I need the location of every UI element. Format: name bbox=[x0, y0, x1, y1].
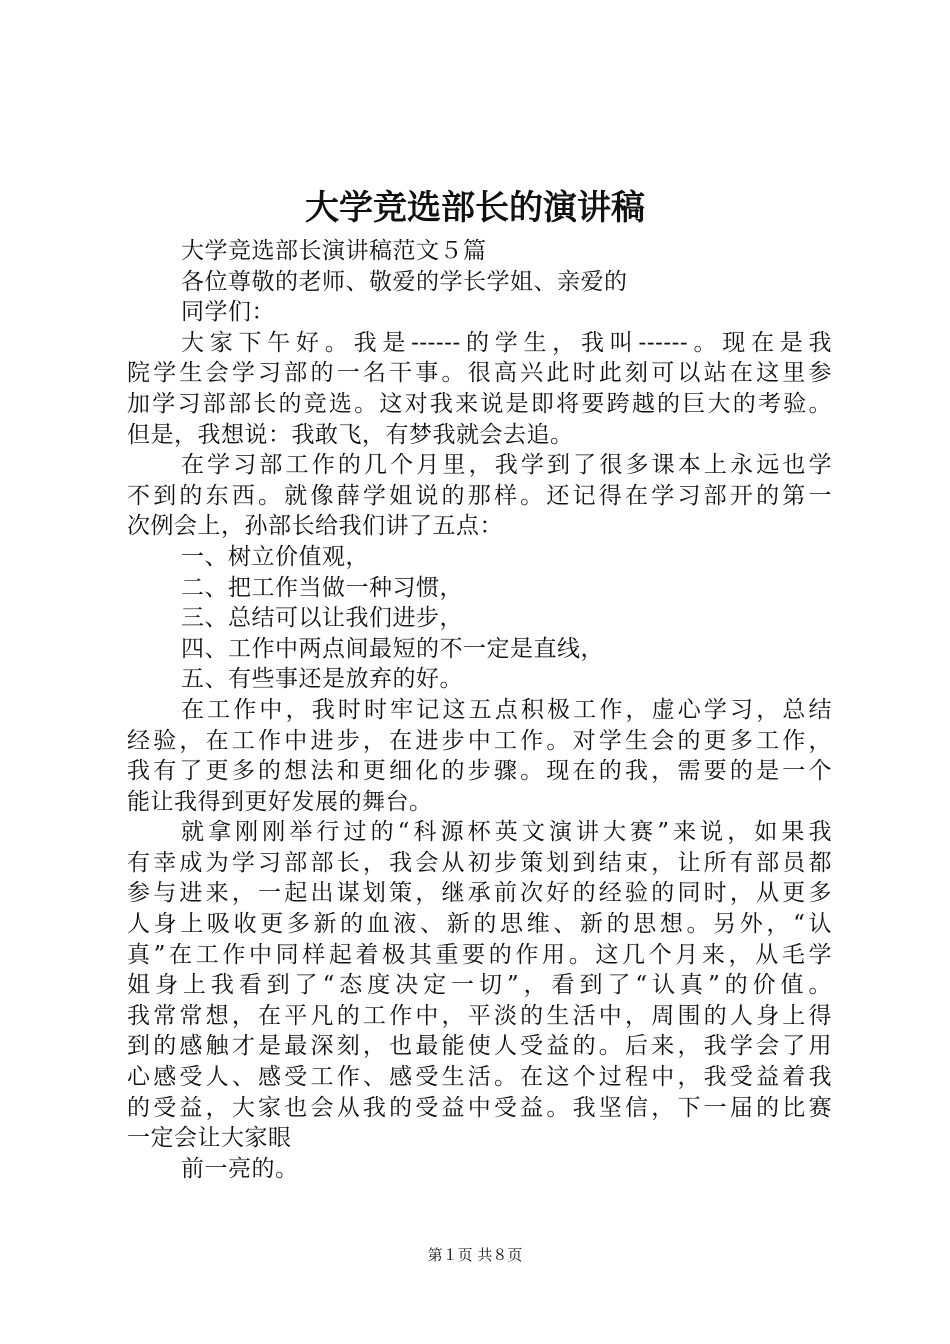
text-line: 我常常想，在平凡的工作中，平淡的生活中，周围的人身上得 bbox=[127, 1002, 832, 1029]
text-line: 大学竞选部长演讲稿范文５篇 bbox=[181, 238, 487, 264]
text-line: 三、总结可以让我们进步， bbox=[181, 605, 463, 632]
text-line: 同学们： bbox=[181, 299, 275, 326]
page-footer: 第１页 共８页 bbox=[427, 1246, 523, 1264]
text-line: 经验，在工作中进步，在进步中工作。对学生会的更多工作， bbox=[127, 727, 832, 754]
text-line: 五、有些事还是放弃的好。 bbox=[181, 666, 463, 693]
text-line: 院学生会学习部的一名干事。很高兴此时此刻可以站在这里参 bbox=[127, 360, 832, 387]
text-line: 各位尊敬的老师、敬爱的学长学姐、亲爱的 bbox=[181, 268, 628, 295]
text-line: 在工作中，我时时牢记这五点积极工作，虚心学习，总结 bbox=[181, 696, 832, 723]
text-line: 但是，我想说：我敢飞，有梦我就会去追。 bbox=[127, 421, 574, 448]
text-line: 加学习部部长的竞选。这对我来说是即将要跨越的巨大的考验。 bbox=[127, 390, 832, 417]
document-body bbox=[127, 236, 832, 1184]
text-line: 一、树立价值观， bbox=[181, 543, 369, 570]
text-line: 人身上吸收更多新的血液、新的思维、新的思想。另外，“认 bbox=[127, 911, 832, 938]
text-line: 真”在工作中同样起着极其重要的作用。这几个月来，从毛学 bbox=[127, 941, 832, 968]
text-line: 我有了更多的想法和更细化的步骤。现在的我，需要的是一个 bbox=[127, 758, 832, 785]
text-line: 到的感触才是最深刻，也最能使人受益的。后来，我学会了用 bbox=[127, 1033, 832, 1060]
text-line: 就拿刚刚举行过的“科源杯英文演讲大赛”来说，如果我 bbox=[181, 819, 832, 846]
text-line: 大家下午好。我是------的学生，我叫------。现在是我 bbox=[181, 329, 832, 356]
document-title: 大学竞选部长的演讲稿 bbox=[305, 188, 645, 228]
text-line: 前一亮的。 bbox=[181, 1155, 299, 1182]
text-line: 二、把工作当做一种习惯， bbox=[181, 574, 463, 601]
text-line: 四、工作中两点间最短的不一定是直线， bbox=[181, 635, 604, 662]
text-line: 在学习部工作的几个月里，我学到了很多课本上永远也学 bbox=[181, 452, 832, 479]
text-line: 的受益，大家也会从我的受益中受益。我坚信，下一届的比赛 bbox=[127, 1094, 832, 1121]
text-line: 有幸成为学习部部长，我会从初步策划到结束，让所有部员都 bbox=[127, 849, 832, 876]
text-line: 参与进来，一起出谋划策，继承前次好的经验的同时，从更多 bbox=[127, 880, 832, 907]
text-line: 能让我得到更好发展的舞台。 bbox=[127, 788, 433, 815]
text-line: 心感受人、感受工作、感受生活。在这个过程中，我受益着我 bbox=[127, 1064, 832, 1091]
text-line: 次例会上，孙部长给我们讲了五点： bbox=[127, 513, 503, 540]
text-line: 不到的东西。就像薛学姐说的那样。还记得在学习部开的第一 bbox=[127, 482, 832, 509]
text-line: 一定会让大家眼 bbox=[127, 1125, 292, 1152]
text-line: 姐身上我看到了“态度决定一切”，看到了“认真”的价值。 bbox=[127, 972, 832, 999]
